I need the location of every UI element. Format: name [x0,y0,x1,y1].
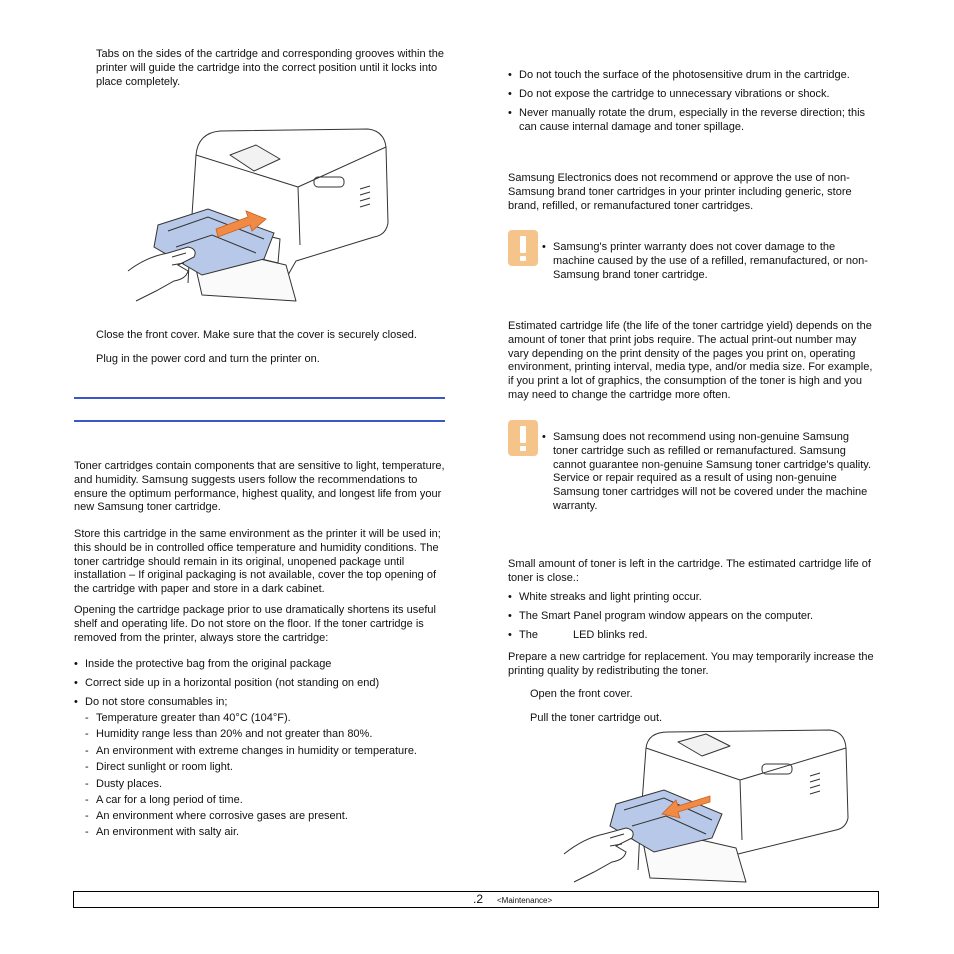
storage-opening: Opening the cartridge package prior to use dramatically shortens its useful shelf and operating life. Do not store on the floor. If the toner cartridge is removed from the printer, always store the cartridge: [74,604,436,644]
low-toner-paragraph: Small amount of toner is left in the cartridge. The estimated cartridge life of toner is close.: [508,558,871,584]
step-open-cover: Open the front cover. [530,688,633,700]
printer-insert-illustration [128,125,398,305]
storage-intro: Toner cartridges contain components that are sensitive to light, temperature, and humidity. Samsung suggests users follow the recommendations to ensure the optimum performance, highest quality, and longest life from your new Samsung toner cartridge. [74,460,445,514]
step-close-cover: Close the front cover. Make sure that the cover is securely closed. [96,329,417,341]
warning-icon [508,420,538,456]
section-label: <Maintenance> [497,896,553,905]
section-rule-top [74,397,445,399]
section-rule-bottom [74,420,445,422]
step-pull-cartridge: Pull the toner cartridge out. [530,712,663,724]
page-footer [73,891,879,908]
printer-remove-illustration [560,730,860,885]
storage-environment: Store this cartridge in the same environment as the printer it will be used in; this should be in controlled office temperature and humidity conditions. The toner cartridge should remain in its original, unopened package until installation – If original packaging is not available, cover the top opening of the cartridge with paper and store in a dark cabinet. [74,528,441,596]
insert-cartridge-note: Tabs on the sides of the cartridge and corresponding grooves within the printer will guide the cartridge into the correct position until it locks into place completely. [96,48,444,88]
step-plug-in: Plug in the power cord and turn the printer on. [96,353,320,365]
cartridge-life-paragraph: Estimated cartridge life (the life of the toner cartridge yield) depends on the amount of toner that print jobs require. The actual print-out number may vary depending on the print density of the pages you print on, operating environment, printing interval, media type, and/or media size. For example, if you print a lot of graphics, the consumption of the toner is high and you may need to change the cartridge more often. [508,320,873,401]
warning-icon [508,230,538,266]
page-number: .2 [473,892,484,906]
non-samsung-paragraph: Samsung Electronics does not recommend or approve the use of non-Samsung brand toner cartridges in your printer including generic, store brand, refilled, or remanufactured toner cartridges. [508,172,852,212]
prepare-paragraph: Prepare a new cartridge for replacement. You may temporarily increase the printing quality by redistributing the toner. [508,651,874,677]
